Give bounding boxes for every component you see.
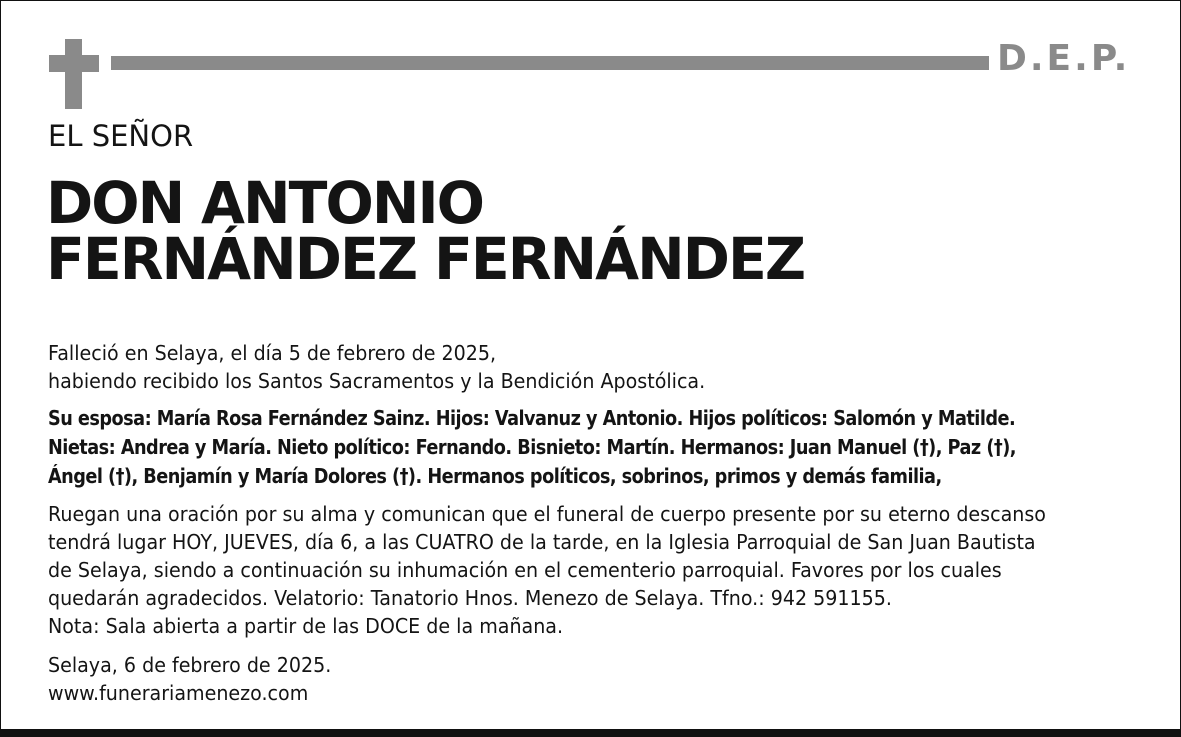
deceased-name-line1: DON ANTONIO (46, 169, 484, 237)
family-list (48, 404, 1016, 491)
cross-horizontal-bar (49, 55, 99, 72)
cross-icon (49, 39, 99, 109)
deceased-name-line2: FERNÁNDEZ FERNÁNDEZ (46, 225, 805, 293)
notice-line: de Selaya, siendo a continuación su inhumación en el cementerio parroquial. Favores por los cuales (48, 558, 1002, 582)
death-line: Falleció en Selaya, el día 5 de febrero de 2025, (48, 341, 497, 365)
notice-line: Ruegan una oración por su alma y comunican que el funeral de cuerpo presente por su eterno descanso (48, 502, 1046, 526)
closing (48, 651, 331, 707)
header-rule (111, 56, 989, 70)
place-date: Selaya, 6 de febrero de 2025. (48, 653, 332, 677)
honorific: EL SEÑOR (48, 119, 194, 153)
funeral-notice (48, 500, 1046, 640)
cross-vertical-bar (65, 39, 82, 109)
notice-line: tendrá lugar HOY, JUEVES, día 6, a las CUATRO de la tarde, en la Iglesia Parroquial de San Juan Bautista (48, 530, 1036, 554)
dep-label: D.E.P. (997, 38, 1131, 79)
family-line: Ángel (†), Benjamín y María Dolores (†). Hermanos políticos, sobrinos, primos y demás familia, (48, 464, 942, 488)
bottom-border (0, 729, 1181, 737)
notice-line: Nota: Sala abierta a partir de las DOCE de la mañana. (48, 614, 564, 638)
family-line: Su esposa: María Rosa Fernández Sainz. Hijos: Valvanuz y Antonio. Hijos políticos: Salomón y Matilde. (48, 406, 1016, 430)
death-line: habiendo recibido los Santos Sacramentos y la Bendición Apostólica. (48, 369, 706, 393)
death-statement (48, 339, 705, 395)
website-link[interactable]: www.funerariamenezo.com (48, 681, 309, 705)
family-line: Nietas: Andrea y María. Nieto político: Fernando. Bisnieto: Martín. Hermanos: Juan Manuel (†), Paz (†), (48, 435, 1016, 459)
notice-line: quedarán agradecidos. Velatorio: Tanatorio Hnos. Menezo de Selaya. Tfno.: 942 591155. (48, 586, 892, 610)
